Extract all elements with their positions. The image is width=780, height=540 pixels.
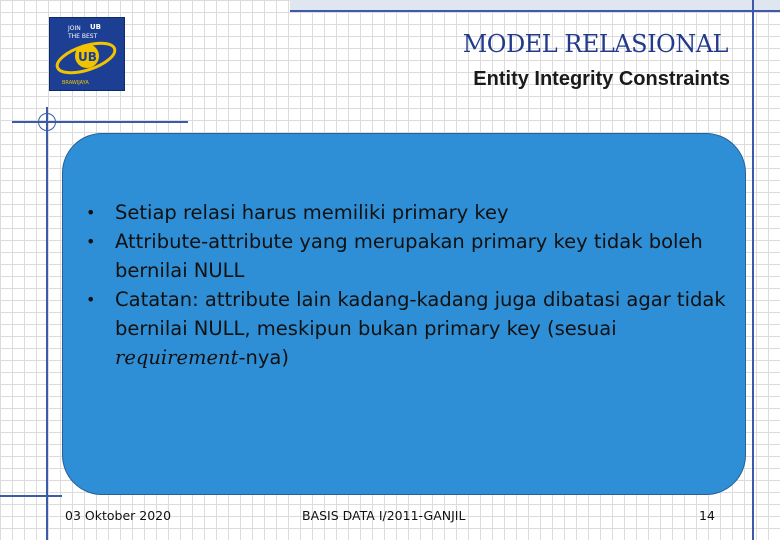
logo-bottom-text: BRAWIJAYA	[62, 80, 89, 86]
university-logo	[49, 17, 125, 91]
bottom-left-rule	[0, 495, 62, 497]
bullet-text-italic: requirement	[115, 346, 239, 369]
bullet-item	[86, 285, 736, 372]
bullet-text: -nya)	[238, 346, 289, 369]
left-vertical-rule	[46, 107, 48, 540]
right-rule	[752, 0, 754, 540]
bullet-text: Attribute-attribute yang merupakan primary key tidak boleh bernilai NULL	[115, 230, 703, 282]
logo-join-text: JOIN	[68, 25, 81, 32]
bullet-dot-icon: •	[86, 203, 96, 222]
top-decor-strip	[290, 0, 780, 10]
slide-subtitle: Entity Integrity Constraints	[473, 68, 730, 90]
top-rule	[290, 10, 780, 12]
logo-the-best-text: THE BEST	[68, 33, 98, 40]
bullet-text: Setiap relasi harus memiliki primary key	[115, 201, 509, 224]
logo-ub-small-text: UB	[90, 23, 102, 31]
bullet-dot-icon: •	[86, 290, 96, 309]
bullet-list	[86, 198, 736, 372]
bullet-dot-icon: •	[86, 232, 96, 251]
logo-ub-text: UB	[78, 50, 97, 64]
footer-page-number: 14	[699, 508, 715, 523]
bullet-item	[86, 227, 736, 285]
bullet-item	[86, 198, 736, 227]
footer-course: BASIS DATA I/2011-GANJIL	[302, 508, 466, 523]
bullet-text: Catatan: attribute lain kadang-kadang juga dibatasi agar tidak bernilai NULL, meskipun bukan primary key (sesuai	[115, 288, 726, 340]
footer-date: 03 Oktober 2020	[65, 508, 172, 523]
slide-title: MODEL RELASIONAL	[462, 30, 728, 58]
crosshair-circle-icon	[38, 113, 56, 131]
